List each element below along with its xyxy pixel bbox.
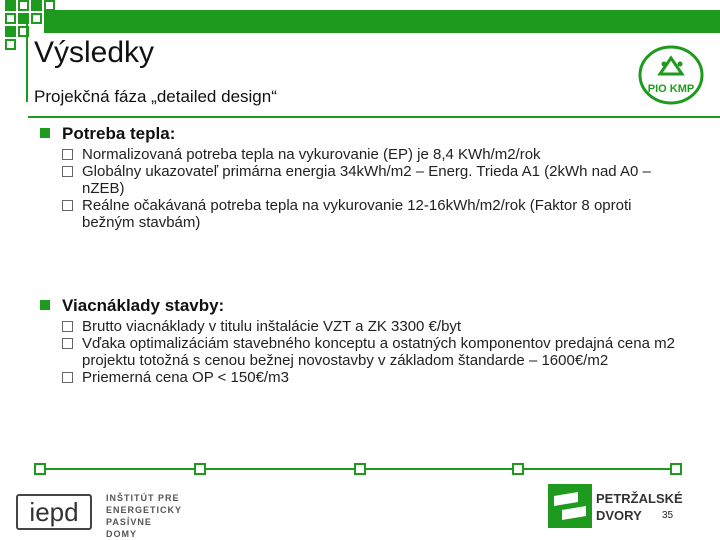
checkbox-square-icon	[62, 321, 73, 332]
list-item: Globálny ukazovateľ primárna energia 34kWh/m2 – Energ. Trieda A1 (2kWh nad A0 – nZEB)	[62, 163, 682, 197]
section-heading	[40, 124, 682, 144]
corner-square	[5, 0, 16, 11]
header-divider-vertical	[26, 22, 28, 102]
iepd-logo	[10, 488, 183, 539]
corner-square	[5, 39, 16, 50]
footer-square	[670, 463, 682, 475]
section-extra-costs	[40, 296, 682, 386]
section-title: Viacnáklady stavby:	[62, 296, 225, 315]
page-number: 35	[662, 510, 674, 521]
checkbox-square-icon	[62, 200, 73, 211]
list-item: Priemerná cena OP < 150€/m3	[62, 369, 682, 386]
iepd-logo-name: INŠTITÚT PRE ENERGETICKY PASÍVNE DOMY	[106, 493, 183, 539]
corner-square	[18, 0, 29, 11]
page-subtitle: Projekčná fáza „detailed design“	[34, 87, 277, 106]
iepd-logo-mark: iepd	[16, 494, 92, 530]
partner-name: PETRŽALSKÉ DVORY	[596, 491, 683, 523]
footer-square	[512, 463, 524, 475]
checkbox-square-icon	[62, 166, 73, 177]
list-item: Vďaka optimalizáciám stavebného konceptu a ostatných komponentov predajná cena m2 projektu totožná s cenou bežnej novostavby v základom štandarde – 1600€/m2	[62, 335, 682, 369]
list-item: Reálne očakávaná potreba tepla na vykurovanie 12-16kWh/m2/rok (Faktor 8 oproti bežným stavbám)	[62, 197, 682, 231]
corner-square	[5, 26, 16, 37]
pio-kmp-logo	[636, 44, 706, 106]
footer-square	[354, 463, 366, 475]
footer-square	[194, 463, 206, 475]
checkbox-square-icon	[62, 149, 73, 160]
corner-square	[31, 0, 42, 11]
list-item: Normalizovaná potreba tepla na vykurovanie (EP) je 8,4 KWh/m2/rok	[62, 146, 682, 163]
corner-square	[5, 13, 16, 24]
bullet-square-icon	[40, 128, 50, 138]
bullet-square-icon	[40, 300, 50, 310]
corner-square	[31, 13, 42, 24]
header-divider	[28, 116, 720, 118]
page-title: Výsledky	[34, 36, 155, 69]
list-item: Brutto viacnáklady v titulu inštalácie VZT a ZK 3300 €/byt	[62, 318, 682, 335]
petrzalske-dvory-logo-icon	[548, 484, 592, 528]
footer-square	[34, 463, 46, 475]
section-heading	[40, 296, 682, 316]
checkbox-square-icon	[62, 338, 73, 349]
logo-text: PIO KMP	[647, 83, 695, 95]
checkbox-square-icon	[62, 372, 73, 383]
section-title: Potreba tepla:	[62, 124, 176, 143]
section-heat-demand	[40, 124, 682, 231]
header-bar	[44, 10, 720, 33]
